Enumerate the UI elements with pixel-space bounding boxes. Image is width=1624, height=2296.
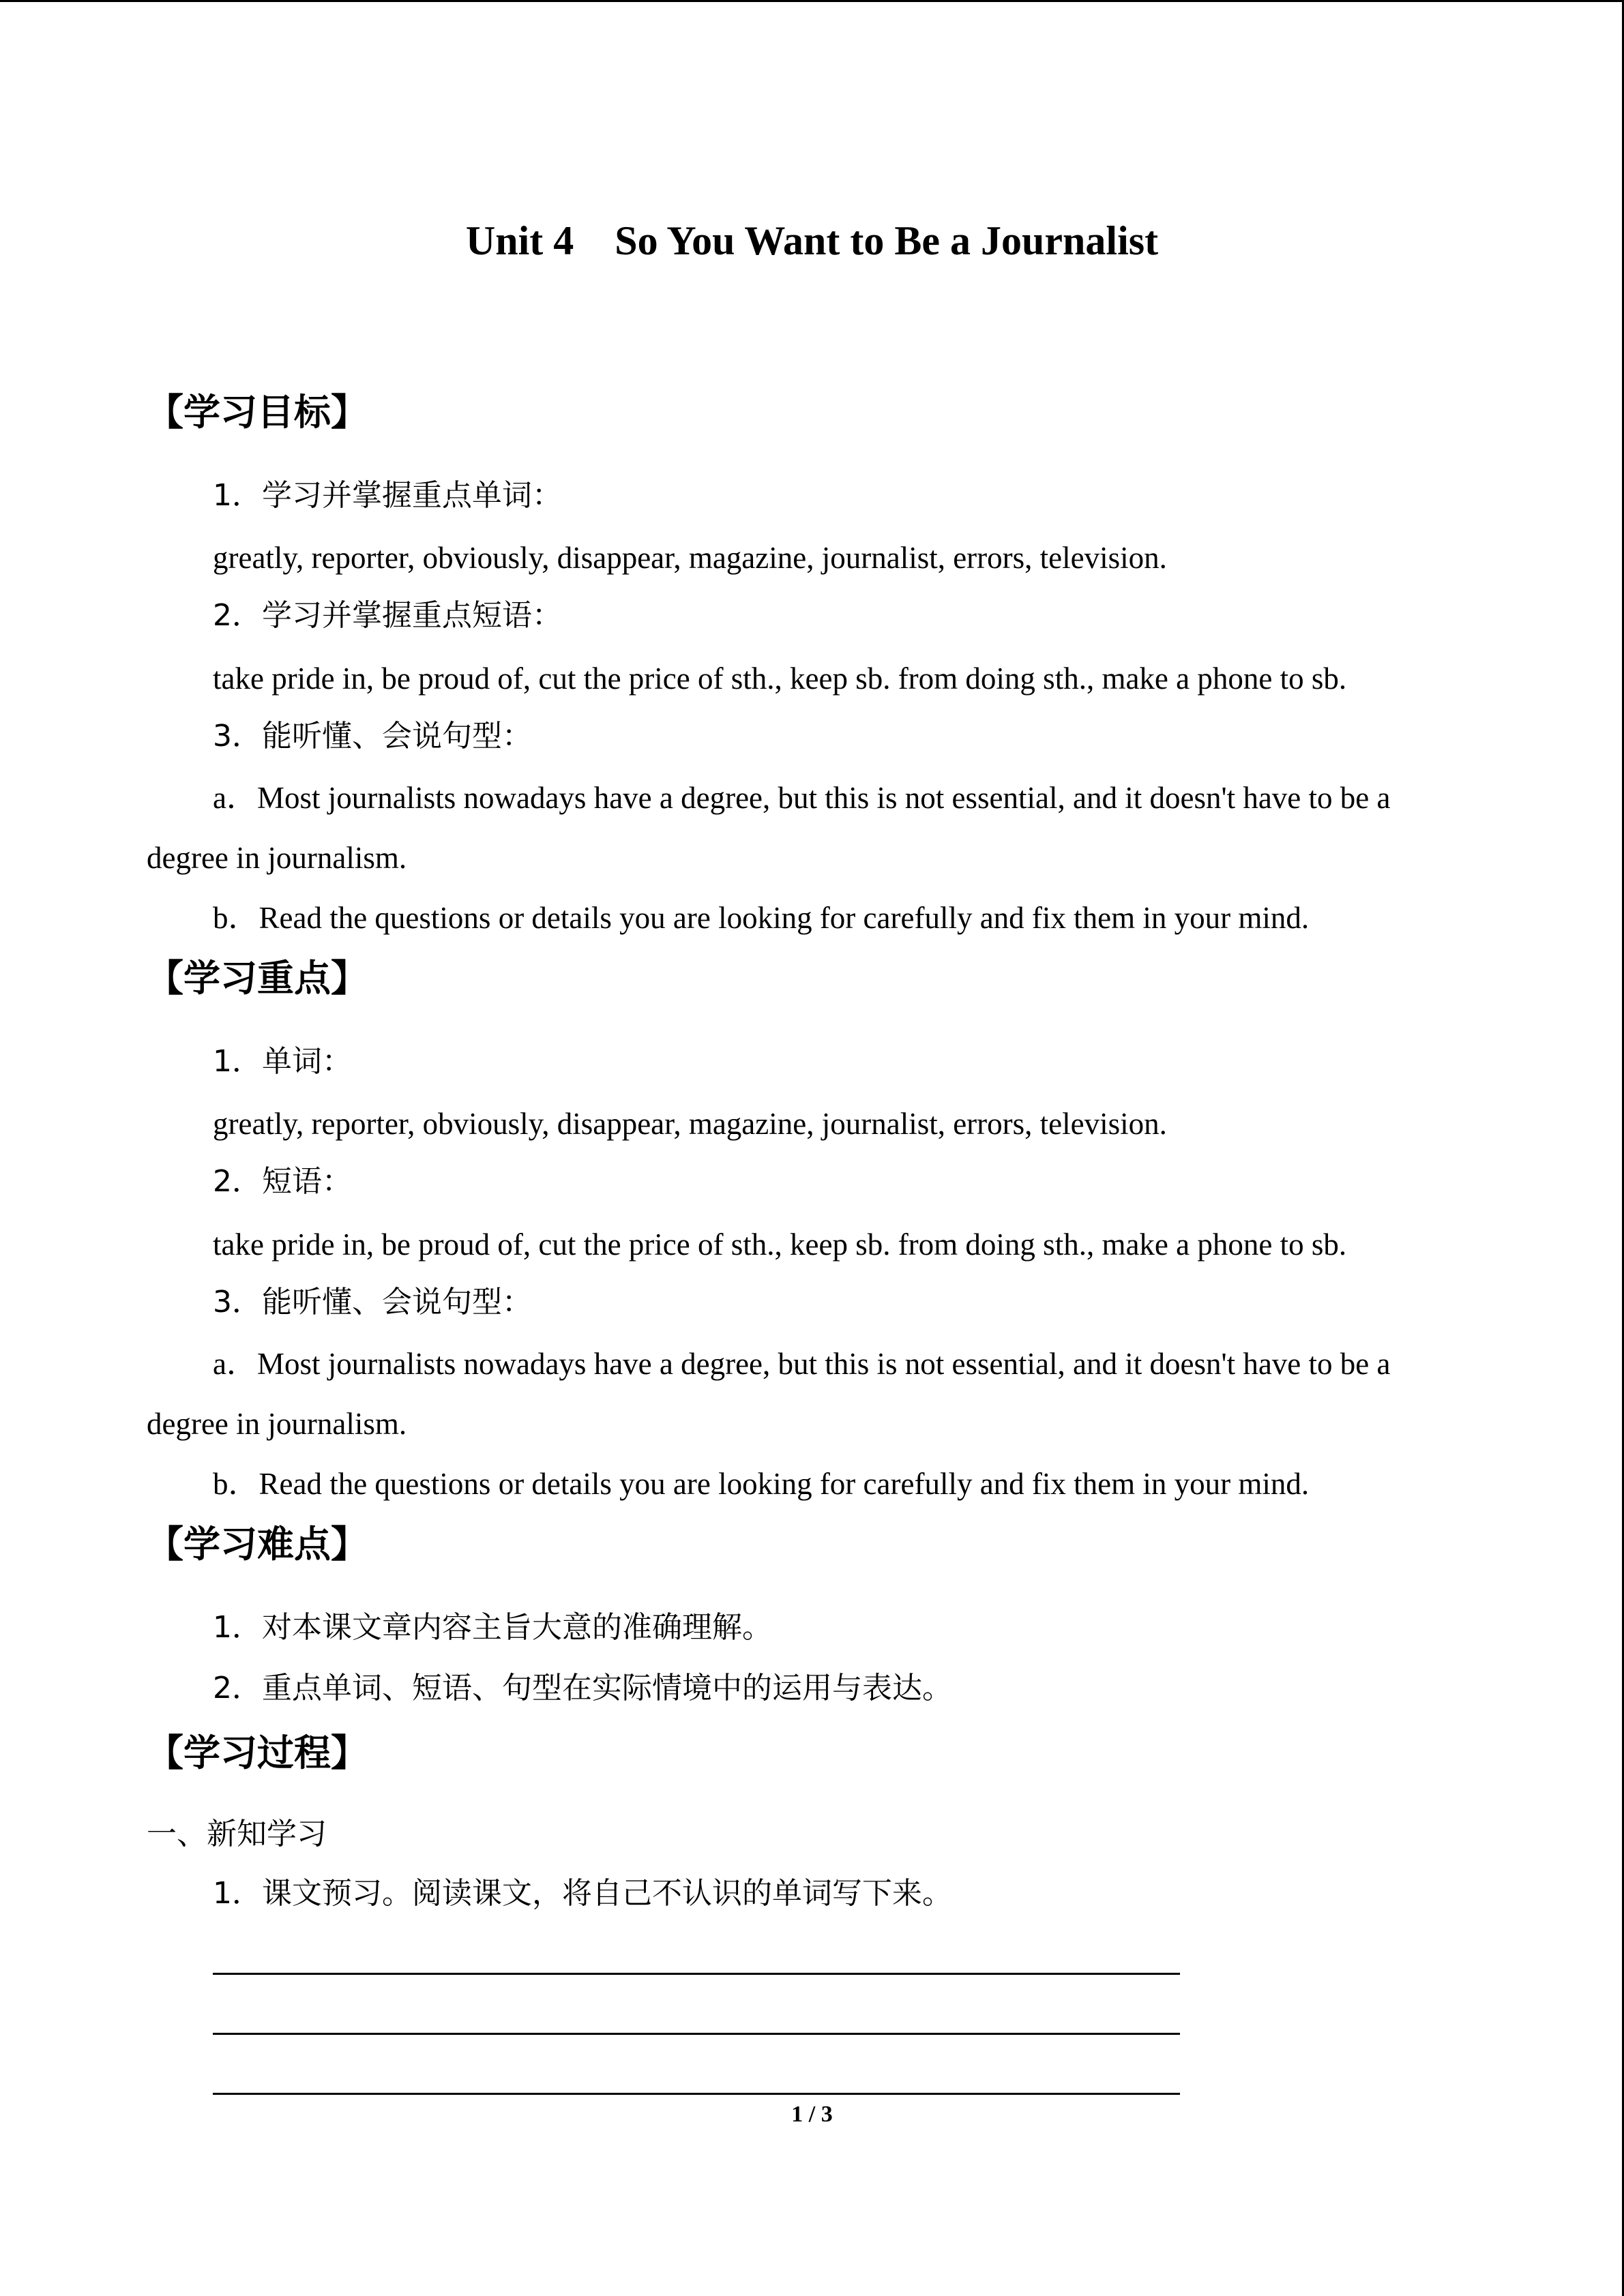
key-points-item1-words: greatly, reporter, obviously, disappear, magazine, journalist, errors, television. — [213, 1107, 1167, 1141]
key-points-item2-phrases: take pride in, be proud of, cut the price of sth., keep sb. from doing sth., make a phone to sb. — [213, 1227, 1347, 1262]
section-heading-objectives: 【学习目标】 — [147, 391, 368, 434]
page-border-top — [0, 0, 1624, 2]
objectives-item1-label: 1．学习并掌握重点单词： — [213, 478, 562, 513]
objectives-item1-words: greatly, reporter, obviously, disappear, magazine, journalist, errors, television. — [213, 541, 1167, 575]
key-points-item3-label: 3．能听懂、会说句型： — [213, 1285, 532, 1320]
answer-blank-line[interactable] — [213, 2093, 1180, 2095]
key-points-item3-b: b．Read the questions or details you are looking for carefully and fix them in your mind. — [213, 1467, 1310, 1501]
objectives-item2-label: 2．学习并掌握重点短语： — [213, 598, 562, 633]
key-points-item3-a-line1: a．Most journalists nowadays have a degree, but this is not essential, and it doesn't have to be a — [213, 1347, 1391, 1381]
key-points-item1-label: 1．单词： — [213, 1044, 352, 1079]
answer-blank-line[interactable] — [213, 2033, 1180, 2035]
key-points-item3-a-line2: degree in journalism. — [147, 1407, 407, 1441]
objectives-item2-phrases: take pride in, be proud of, cut the price of sth., keep sb. from doing sth., make a phone to sb. — [213, 661, 1347, 696]
page-number: 1 / 3 — [791, 2102, 833, 2127]
objectives-item3-a-line1: a．Most journalists nowadays have a degree, but this is not essential, and it doesn't have to be a — [213, 781, 1391, 815]
section-heading-difficulties: 【学习难点】 — [147, 1523, 368, 1566]
page-title: Unit 4 So You Want to Be a Journalist — [465, 218, 1159, 263]
answer-blank-line[interactable] — [213, 1973, 1180, 1975]
process-section1: 一、新知学习 — [147, 1817, 327, 1851]
section-heading-key-points: 【学习重点】 — [147, 957, 368, 1000]
key-points-item2-label: 2．短语： — [213, 1164, 352, 1199]
process-task1: 1．课文预习。阅读课文，将自己不认识的单词写下来。 — [213, 1876, 952, 1911]
section-heading-process: 【学习过程】 — [147, 1731, 368, 1774]
difficulties-item2: 2．重点单词、短语、句型在实际情境中的运用与表达。 — [213, 1671, 952, 1705]
difficulties-item1: 1．对本课文章内容主旨大意的准确理解。 — [213, 1610, 772, 1645]
objectives-item3-label: 3．能听懂、会说句型： — [213, 719, 532, 754]
objectives-item3-a-line2: degree in journalism. — [147, 841, 407, 875]
objectives-item3-b: b．Read the questions or details you are looking for carefully and fix them in your mind. — [213, 901, 1310, 935]
